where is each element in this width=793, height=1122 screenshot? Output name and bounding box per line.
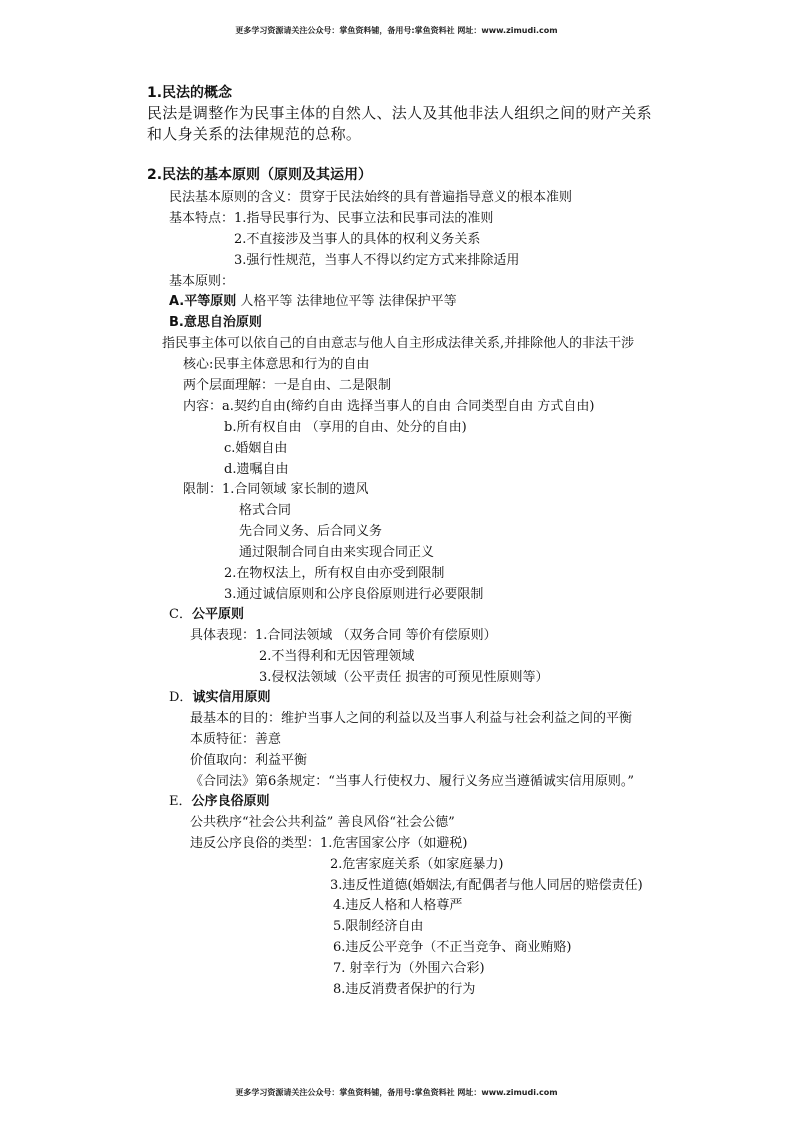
principle-b-core: 核心:民事主体意思和行为的自由 — [183, 357, 370, 372]
principle-a-desc: 人格平等 法律地位平等 法律保护平等 — [236, 294, 457, 309]
principle-b-limit-1: 限制：1.合同领域 家长制的遗风 — [183, 482, 369, 497]
principle-b-definition: 指民事主体可以依自己的自由意志与他人自主形成法律关系,并排除他人的非法干涉 — [162, 336, 635, 351]
principle-a-title: A.平等原则 — [169, 294, 237, 309]
principle-e-title: 公序良俗原则 — [191, 794, 270, 809]
principle-d-title: 诚实信用原则 — [192, 690, 271, 705]
section-1-text-line-2: 和人身关系的法律规范的总称。 — [147, 125, 362, 143]
features-item-2: 2.不直接涉及当事人的具体的权利义务关系 — [234, 232, 481, 247]
principle-e — [169, 793, 270, 811]
principle-b-levels: 两个层面理解：一是自由、二是限制 — [183, 378, 392, 393]
features-item-1: 基本特点：1.指导民事行为、民事立法和民事司法的准则 — [169, 211, 494, 226]
principle-e-type-8: 8.违反消费者保护的行为 — [333, 982, 476, 997]
page-footer: 更多学习资源请关注公众号：掌鱼资料铺，备用号:掌鱼资料社 网址：www.zimudi.com — [235, 1088, 558, 1097]
principle-e-definition: 公共秩序“社会公共利益” 善良风俗“社会公德” — [190, 815, 455, 830]
section-1-text-line-1: 民法是调整作为民事主体的自然人、法人及其他非法人组织之间的财产关系 — [147, 104, 652, 122]
principle-b-content-b: b.所有权自由 （享用的自由、处分的自由) — [224, 420, 467, 435]
principle-d-law: 《合同法》第6条规定：“当事人行使权力、履行义务应当遵循诚实信用原则。” — [190, 774, 635, 789]
principle-c-expr-2: 2.不当得利和无因管理领域 — [259, 649, 415, 664]
features-item-3: 3.强行性规范，当事人不得以约定方式来排除适用 — [234, 253, 520, 268]
principle-b-limit-3: 3.通过诚信原则和公序良俗原则进行必要限制 — [224, 587, 484, 602]
principle-c-expr-3: 3.侵权法领域（公平责任 损害的可预见性原则等） — [259, 670, 549, 685]
principle-b-limit-2: 2.在物权法上，所有权自由亦受到限制 — [224, 566, 445, 581]
principle-d — [169, 689, 270, 707]
principle-b-limit-1a: 格式合同 — [239, 503, 292, 518]
principles-label: 基本原则： — [169, 274, 235, 289]
principle-d-value: 价值取向：利益平衡 — [190, 753, 308, 768]
principle-e-type-3: 3.违反性道德(婚姻法,有配偶者与他人同居的赔偿责任) — [330, 878, 643, 893]
principle-c — [169, 606, 244, 624]
principle-b-content-a: 内容：a.契约自由(缔约自由 选择当事人的自由 合同类型自由 方式自由) — [183, 399, 595, 414]
principle-b-title: B.意思自治原则 — [169, 315, 262, 330]
page-header: 更多学习资源请关注公众号：掌鱼资料铺，备用号:掌鱼资料社 网址：www.zimudi.com — [235, 26, 558, 35]
principle-b-limit-1b: 先合同义务、后合同义务 — [239, 524, 383, 539]
section-1-title: 1.民法的概念 — [147, 85, 233, 101]
principle-e-type-4: 4.违反人格和人格尊严 — [333, 898, 463, 913]
principle-a — [169, 293, 457, 311]
principle-b-content-d: d.遗嘱自由 — [224, 462, 289, 477]
principle-c-title: 公平原则 — [191, 607, 244, 622]
principle-e-type-6: 6.违反公平竞争（不正当竞争、商业贿赂) — [333, 940, 572, 955]
principles-meaning: 民法基本原则的含义：贯穿于民法始终的具有普遍指导意义的根本准则 — [169, 190, 573, 205]
section-2-title: 2.民法的基本原则（原则及其运用） — [147, 167, 373, 183]
principle-d-label: D． — [169, 690, 193, 705]
principle-e-label: E． — [169, 794, 192, 809]
principle-e-type-2: 2.危害家庭关系（如家庭暴力) — [330, 857, 504, 872]
principle-c-expr-1: 具体表现：1.合同法领域 （双务合同 等价有偿原则） — [190, 628, 497, 643]
principle-e-type-7: 7. 射幸行为（外围六合彩) — [333, 961, 485, 976]
principle-c-label: C． — [169, 607, 192, 622]
principle-b-content-c: c.婚姻自由 — [224, 441, 288, 456]
principle-d-nature: 本质特征：善意 — [190, 732, 282, 747]
principle-e-type-1: 违反公序良俗的类型：1.危害国家公序（如避税) — [190, 836, 468, 851]
principle-b-limit-1c: 通过限制合同自由来实现合同正义 — [239, 545, 435, 560]
principle-e-type-5: 5.限制经济自由 — [333, 919, 424, 934]
principle-d-purpose: 最基本的目的：维护当事人之间的利益以及当事人利益与社会利益之间的平衡 — [190, 711, 633, 726]
